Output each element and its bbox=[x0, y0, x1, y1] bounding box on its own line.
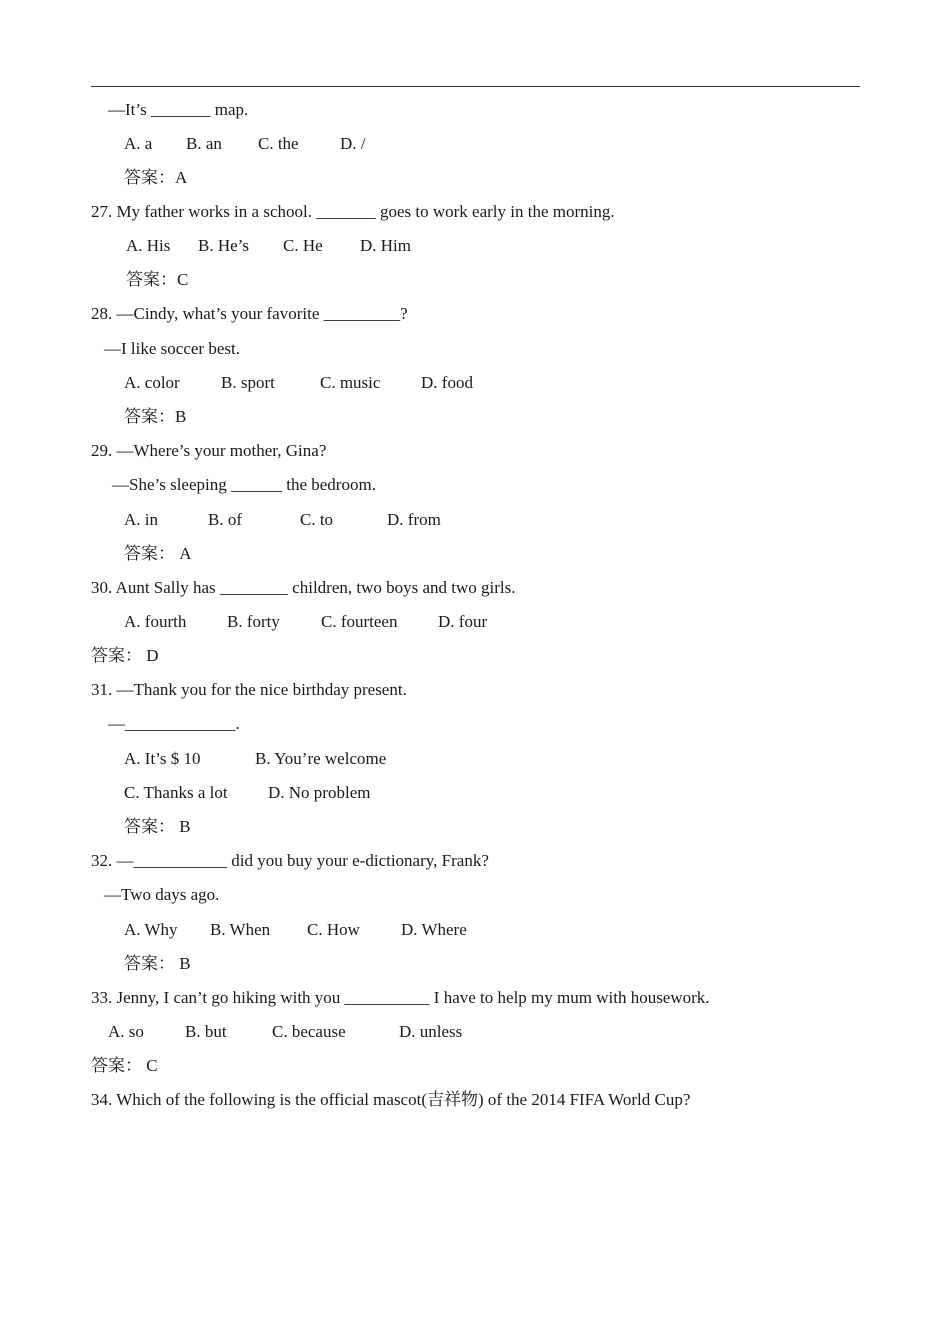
option-d: D. from bbox=[387, 510, 441, 529]
option-d: D. Him bbox=[360, 236, 411, 255]
option-c: C. to bbox=[300, 510, 334, 529]
option-c: C. the bbox=[258, 134, 299, 153]
option-b: B. He’s bbox=[198, 236, 249, 255]
dialogue-line: —She’s sleeping ______ the bedroom. bbox=[112, 475, 376, 494]
question-33: 33. Jenny, I can’t go hiking with you __________ I have to help my mum with housework. bbox=[91, 988, 710, 1007]
option-a: A. in bbox=[124, 510, 158, 529]
answer-q33: 答案： C bbox=[91, 1056, 158, 1075]
option-a: A. Why bbox=[124, 920, 178, 939]
dialogue-line: —It’s _______ map. bbox=[108, 100, 249, 119]
option-c: C. because bbox=[272, 1022, 346, 1041]
answer-q31: 答案： B bbox=[124, 817, 191, 836]
dialogue-line: —_____________. bbox=[108, 714, 240, 733]
option-d: D. unless bbox=[399, 1022, 463, 1041]
answer-q29: 答案： A bbox=[124, 544, 192, 563]
question-28: 28. —Cindy, what’s your favorite _________? bbox=[91, 304, 408, 323]
question-32: 32. —___________ did you buy your e-dictionary, Frank? bbox=[91, 851, 489, 870]
header-rule bbox=[91, 86, 860, 87]
option-c: C. Thanks a lot bbox=[124, 783, 228, 802]
option-a: A. color bbox=[124, 373, 180, 392]
answer-q30: 答案： D bbox=[91, 646, 159, 665]
option-d: D. Where bbox=[401, 920, 467, 939]
answer-q28: 答案：B bbox=[124, 407, 187, 426]
option-b: B. an bbox=[186, 134, 222, 153]
question-29: 29. —Where’s your mother, Gina? bbox=[91, 441, 327, 460]
option-a: A. fourth bbox=[124, 612, 187, 631]
option-d: D. No problem bbox=[268, 783, 371, 802]
question-31: 31. —Thank you for the nice birthday present. bbox=[91, 680, 407, 699]
option-b: B. of bbox=[208, 510, 242, 529]
option-a: A. His bbox=[126, 236, 171, 255]
option-a: A. so bbox=[108, 1022, 144, 1041]
option-b: B. forty bbox=[227, 612, 280, 631]
question-27: 27. My father works in a school. _______ goes to work early in the morning. bbox=[91, 202, 615, 221]
option-a: A. a bbox=[124, 134, 153, 153]
option-c: C. music bbox=[320, 373, 381, 392]
option-d: D. / bbox=[340, 134, 366, 153]
dialogue-line: —Two days ago. bbox=[104, 885, 220, 904]
answer-q26: 答案：A bbox=[124, 168, 188, 187]
option-a: A. It’s $ 10 bbox=[124, 749, 201, 768]
question-34: 34. Which of the following is the official mascot(吉祥物) of the 2014 FIFA World Cup? bbox=[91, 1090, 691, 1109]
question-30: 30. Aunt Sally has ________ children, two boys and two girls. bbox=[91, 578, 516, 597]
option-d: D. food bbox=[421, 373, 473, 392]
option-b: B. sport bbox=[221, 373, 275, 392]
answer-q27: 答案：C bbox=[126, 270, 189, 289]
option-b: B. You’re welcome bbox=[255, 749, 387, 768]
dialogue-line: —I like soccer best. bbox=[104, 339, 240, 358]
option-b: B. but bbox=[185, 1022, 227, 1041]
option-b: B. When bbox=[210, 920, 271, 939]
option-d: D. four bbox=[438, 612, 488, 631]
option-c: C. fourteen bbox=[321, 612, 398, 631]
answer-q32: 答案： B bbox=[124, 954, 191, 973]
option-c: C. How bbox=[307, 920, 360, 939]
option-c: C. He bbox=[283, 236, 323, 255]
